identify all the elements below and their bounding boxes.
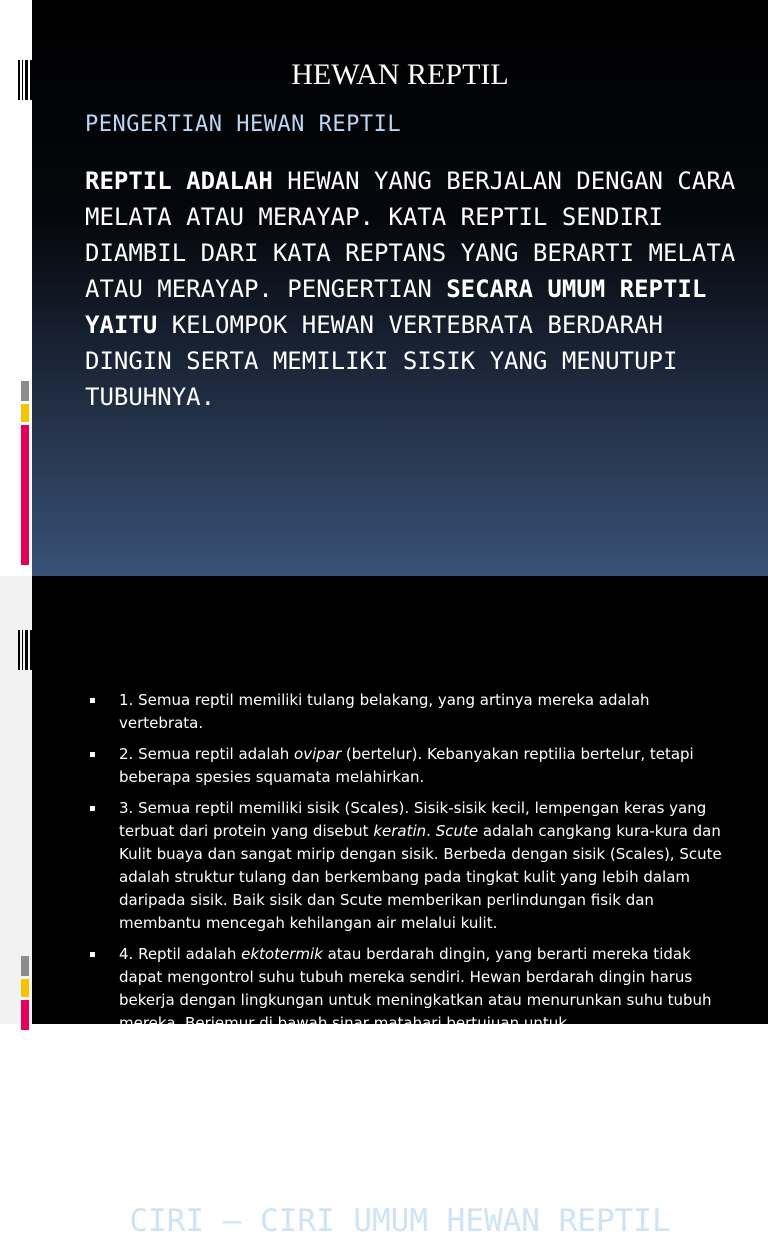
bullet-icon — [90, 752, 95, 757]
list-item-text: 2. Semua reptil adalah — [119, 745, 295, 763]
accent-bar-red — [21, 1000, 29, 1030]
list-item — [90, 943, 730, 1035]
bullet-icon — [90, 698, 95, 703]
accent-bar-yellow — [21, 404, 29, 422]
list-item-text: atau berdarah dingin, yang berarti mereka tidak dapat mengontrol suhu tubuh mereka sendiri. Hewan berdarah dingin harus bekerja dengan lingkungan untuk meningkatkan atau menurunkan suhu tubuh mereka. Berjemur di bawah sinar matahari bertujuan untuk — [119, 945, 712, 1032]
definition-text — [85, 163, 755, 415]
body-text: KELOMPOK HEWAN VERTEBRATA BERDARAH DINGIN SERTA MEMILIKI SISIK YANG MENUTUPI TUBUHNYA. — [85, 311, 678, 411]
list-item-text: 4. Reptil adalah — [119, 945, 242, 963]
list-item-text: 1. Semua reptil memiliki tulang belakang, yang artinya mereka adalah vertebrata. — [119, 691, 650, 732]
slide-title: CIRI – CIRI UMUM HEWAN REPTIL — [129, 1203, 671, 1239]
slide-subtitle: PENGERTIAN HEWAN REPTIL — [85, 112, 402, 137]
bullet-icon — [90, 952, 95, 957]
accent-bar-gray — [21, 956, 29, 976]
list-item-text: (bertelur). Kebanyakan reptilia bertelur, tetapi beberapa spesies squamata melahirkan. — [119, 745, 694, 786]
list-item — [90, 689, 730, 735]
list-item-text: adalah cangkang kura-kura dan Kulit buaya dan sangat mirip dengan sisik. Berbeda dengan sisik (Scales), Scute adalah struktur tulang dan berkembang pada tingkat kulit yang lebih dalam daripada sisik. Baik sisik dan Scute memberikan perlindungan fisik dan membantu mencegah kehilangan air melalui kulit. — [119, 822, 722, 932]
accent-bar-gray — [21, 381, 29, 401]
accent-bar-yellow — [21, 979, 29, 997]
accent-bar-red — [21, 425, 29, 565]
characteristics-list — [90, 689, 730, 1043]
body-text: HEWAN YANG BERJALAN DENGAN CARA MELATA ATAU MERAYAP. KATA REPTIL SENDIRI DIAMBIL DARI KATA REPTANS YANG BERARTI MELATA ATAU MERAYAP. PENGERTIAN — [85, 167, 736, 303]
bullet-icon — [90, 806, 95, 811]
list-item-text: 3. Semua reptil memiliki sisik (Scales). Sisik-sisik kecil, lempengan keras yang terbuat dari protein yang disebut — [119, 799, 707, 840]
slide-title: HEWAN REPTIL — [291, 58, 509, 91]
list-item — [90, 743, 730, 789]
italic-term: ektotermik — [241, 945, 323, 963]
barcode-decoration — [18, 630, 32, 670]
italic-term: keratin — [373, 822, 427, 840]
slide-1 — [0, 0, 768, 576]
italic-term: Scute — [435, 822, 479, 840]
emphasis-text: SECARA UMUM REPTIL YAITU — [85, 275, 707, 339]
italic-term: ovipar — [294, 745, 342, 763]
barcode-decoration — [18, 60, 32, 100]
emphasis-text: REPTIL ADALAH — [85, 167, 273, 195]
list-item-text: . — [426, 822, 436, 840]
list-item — [90, 797, 730, 935]
